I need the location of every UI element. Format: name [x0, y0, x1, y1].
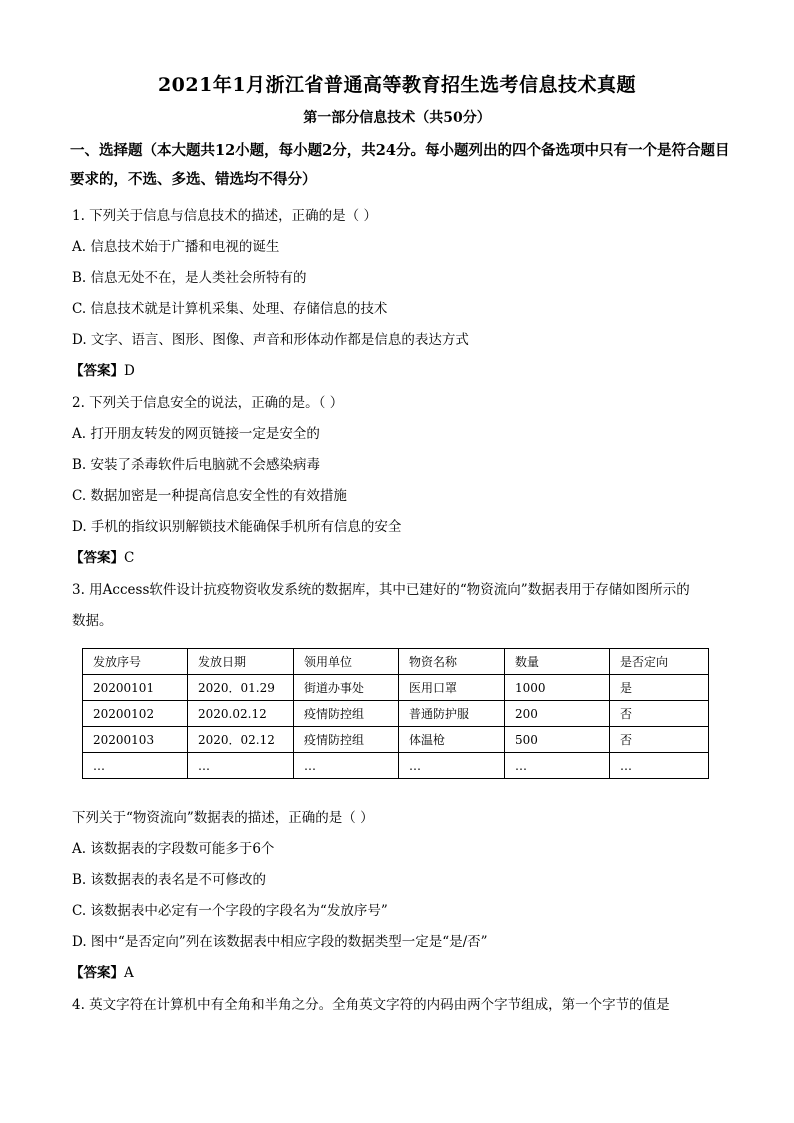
q1-option-b: B. 信息无处不在，是人类社会所特有的	[72, 270, 307, 286]
q2-option-a: A. 打开朋友转发的网页链接一定是安全的	[72, 426, 320, 442]
q3-answer	[70, 961, 134, 981]
table-header-cell: 发放序号	[83, 649, 188, 675]
table-cell: 医用口罩	[399, 675, 505, 701]
table-header-cell: 数量	[505, 649, 610, 675]
table-cell: 1000	[505, 675, 610, 701]
q2-answer-value: C	[124, 550, 135, 566]
table-cell: …	[610, 753, 709, 779]
table-cell: …	[83, 753, 188, 779]
table-cell: …	[294, 753, 399, 779]
q1-answer-value: D	[124, 363, 135, 379]
q2-option-c: C. 数据加密是一种提高信息安全性的有效措施	[72, 488, 347, 504]
q2-answer	[70, 546, 134, 566]
table-cell: 2020．02.12	[188, 727, 294, 753]
q1-option-d: D. 文字、语言、图形、图像、声音和形体动作都是信息的表达方式	[72, 332, 469, 348]
material-flow-table	[82, 648, 709, 779]
q3-question: 下列关于“物资流向”数据表的描述，正确的是（ ）	[72, 810, 374, 826]
q1-stem: 1. 下列关于信息与信息技术的描述，正确的是（ ）	[72, 208, 377, 224]
q3-option-b: B. 该数据表的表名是不可修改的	[72, 872, 267, 888]
q3-stem-line1: 3. 用Access软件设计抗疫物资收发系统的数据库，其中已建好的“物资流向”数据表用于存储如图所示的	[72, 582, 690, 598]
table-row	[83, 675, 709, 701]
table-row	[83, 753, 709, 779]
table-row	[83, 701, 709, 727]
table-cell: 街道办事处	[294, 675, 399, 701]
q3-answer-label: 【答案】	[70, 965, 124, 981]
q2-option-b: B. 安装了杀毒软件后电脑就不会感染病毒	[72, 457, 321, 473]
table-cell: …	[188, 753, 294, 779]
table-cell: 20200101	[83, 675, 188, 701]
table-cell: 20200103	[83, 727, 188, 753]
table-row	[83, 727, 709, 753]
q2-option-d: D. 手机的指纹识别解锁技术能确保手机所有信息的安全	[72, 519, 402, 535]
page-title: 2021年1月浙江省普通高等教育招生选考信息技术真题	[157, 74, 637, 96]
table-cell: 普通防护服	[399, 701, 505, 727]
q3-option-c: C. 该数据表中必定有一个字段的字段名为“发放序号”	[72, 903, 388, 919]
table-header-cell: 领用单位	[294, 649, 399, 675]
table-cell: …	[399, 753, 505, 779]
table-cell: 2020．01.29	[188, 675, 294, 701]
q4-stem: 4. 英文字符在计算机中有全角和半角之分。全角英文字符的内码由两个字节组成，第一个字节的值是	[72, 997, 670, 1013]
table-cell: …	[505, 753, 610, 779]
section-heading: 一、选择题（本大题共12小题，每小题2分，共24分。每小题列出的四个备选项中只有一个是符合题目要求的，不选、多选、错选均不得分）	[70, 142, 730, 188]
table-cell: 否	[610, 727, 709, 753]
q3-stem-line2: 数据。	[72, 613, 113, 629]
q1-answer-label: 【答案】	[70, 363, 124, 379]
table-cell: 是	[610, 675, 709, 701]
q3-option-d: D. 图中“是否定向”列在该数据表中相应字段的数据类型一定是“是/否”	[72, 934, 488, 950]
q3-answer-value: A	[124, 965, 134, 981]
table-header-cell: 物资名称	[399, 649, 505, 675]
table-header-cell: 发放日期	[188, 649, 294, 675]
q1-option-a: A. 信息技术始于广播和电视的诞生	[72, 239, 280, 255]
q1-option-c: C. 信息技术就是计算机采集、处理、存储信息的技术	[72, 301, 388, 317]
table-header-cell: 是否定向	[610, 649, 709, 675]
q2-answer-label: 【答案】	[70, 550, 124, 566]
table-cell: 500	[505, 727, 610, 753]
page-subtitle: 第一部分信息技术（共50分）	[303, 110, 491, 126]
table-cell: 20200102	[83, 701, 188, 727]
q1-answer	[70, 359, 135, 379]
table-cell: 否	[610, 701, 709, 727]
table-cell: 200	[505, 701, 610, 727]
q3-option-a: A. 该数据表的字段数可能多于6个	[72, 841, 275, 857]
table-cell: 2020.02.12	[188, 701, 294, 727]
table-header-row	[83, 649, 709, 675]
table-cell: 疫情防控组	[294, 701, 399, 727]
q2-stem: 2. 下列关于信息安全的说法，正确的是。（ ）	[72, 395, 344, 411]
table-cell: 疫情防控组	[294, 727, 399, 753]
table-cell: 体温枪	[399, 727, 505, 753]
